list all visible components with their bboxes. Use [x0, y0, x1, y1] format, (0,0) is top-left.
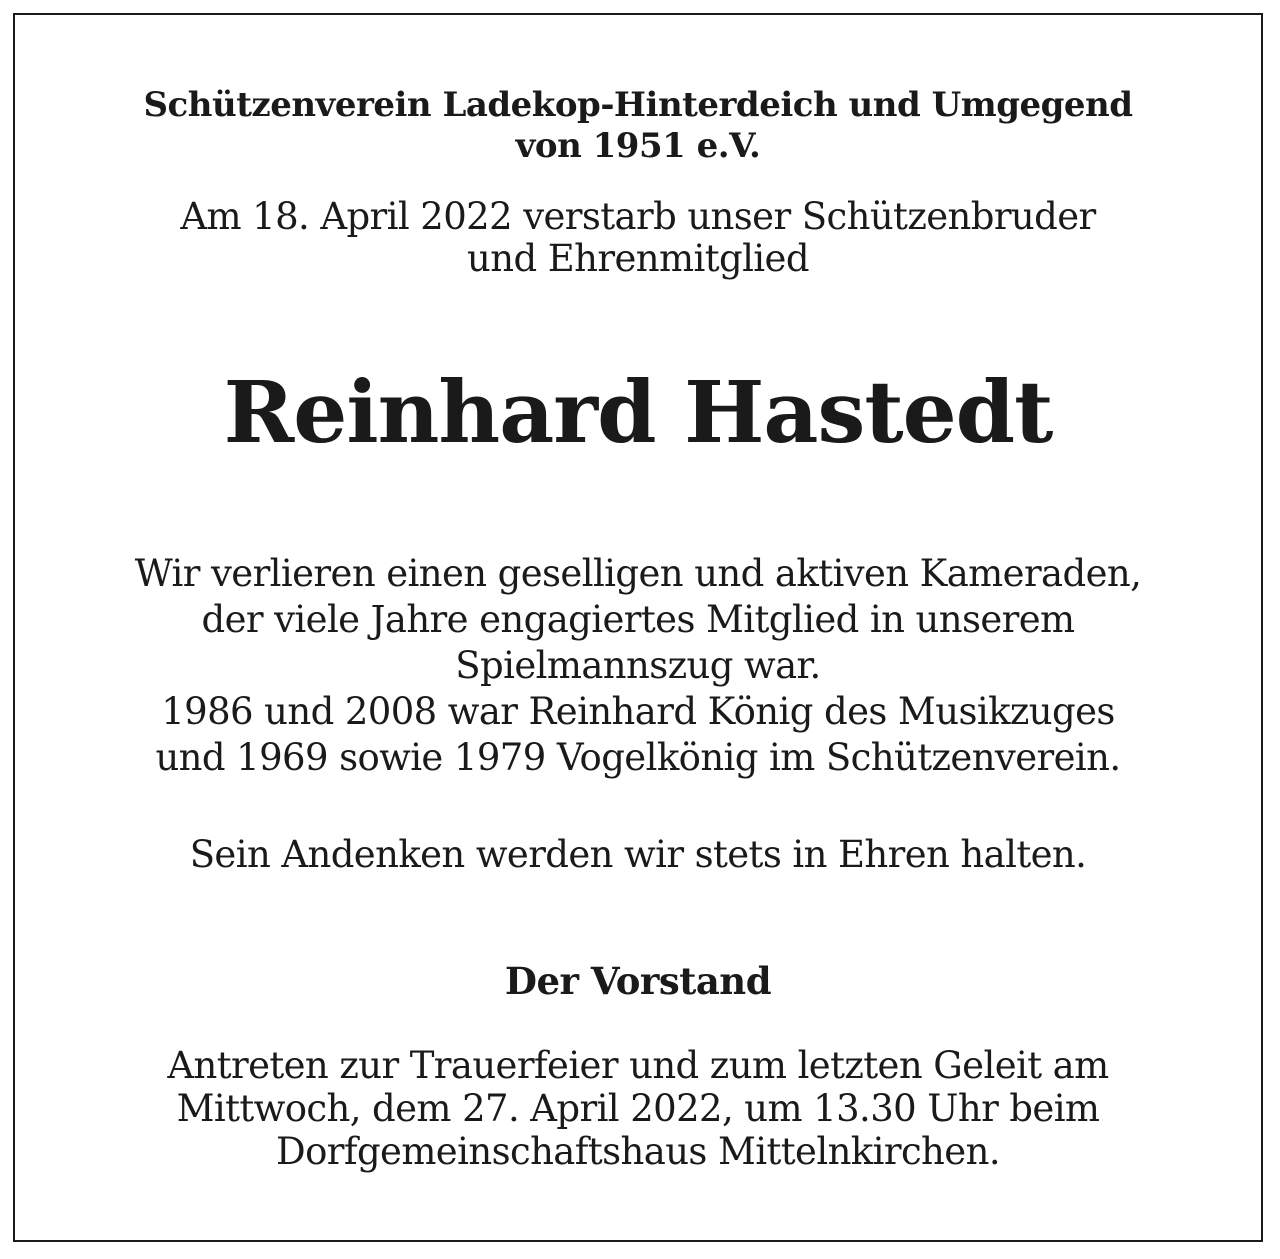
- tribute-line: Spielmannszug war.: [455, 644, 821, 687]
- signature: Der Vorstand: [504, 959, 772, 1003]
- funeral-line: Dorfgemeinschaftshaus Mittelnkirchen.: [276, 1130, 1000, 1173]
- tribute-line: und 1969 sowie 1979 Vogelkönig im Schützenverein.: [155, 736, 1121, 779]
- org-name-line1: Schützenverein Ladekop-Hinterdeich und Umgegend: [143, 85, 1133, 125]
- funeral-line: Antreten zur Trauerfeier und zum letzten Geleit am: [167, 1044, 1109, 1087]
- deceased-name: Reinhard Hastedt: [223, 363, 1053, 463]
- obituary-frame: [13, 13, 1263, 1242]
- org-name-line2: von 1951 e.V.: [515, 126, 761, 166]
- tribute-closing: Sein Andenken werden wir stets in Ehren halten.: [189, 833, 1087, 876]
- tribute-line: der viele Jahre engagiertes Mitglied in unserem: [201, 598, 1075, 641]
- announcement-line2: und Ehrenmitglied: [467, 237, 809, 280]
- tribute-line: Wir verlieren einen geselligen und aktiven Kameraden,: [134, 552, 1142, 595]
- tribute-line: 1986 und 2008 war Reinhard König des Musikzuges: [161, 690, 1115, 733]
- announcement-line1: Am 18. April 2022 verstarb unser Schützenbruder: [180, 195, 1096, 238]
- funeral-line: Mittwoch, dem 27. April 2022, um 13.30 Uhr beim: [176, 1087, 1100, 1130]
